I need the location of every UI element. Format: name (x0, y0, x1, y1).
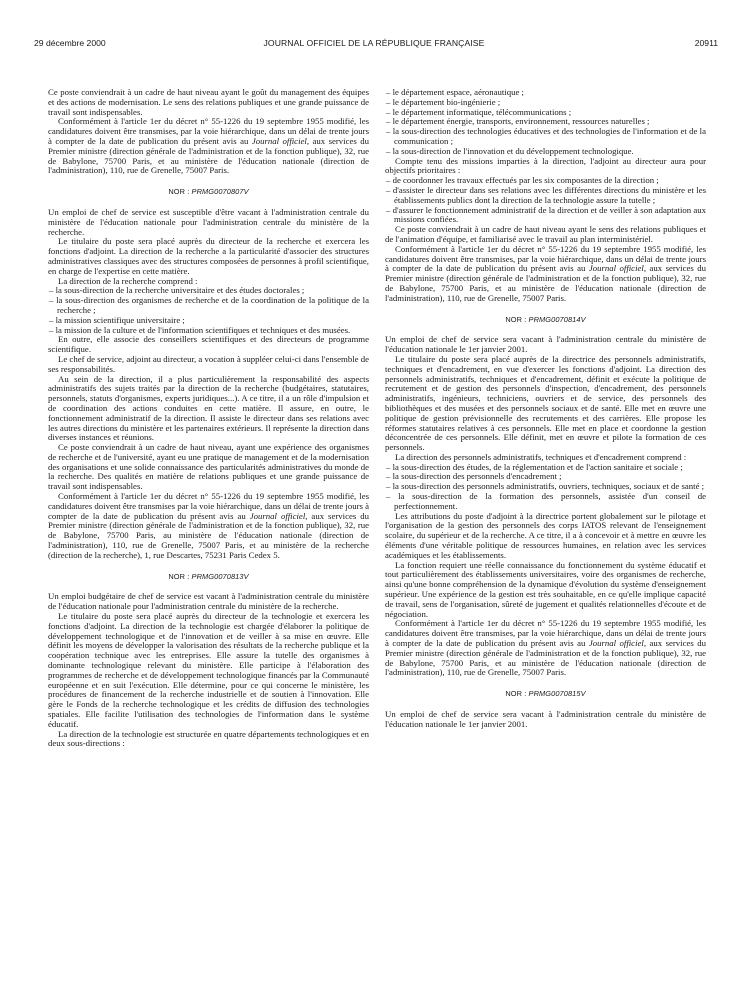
list-item: – la sous-direction des organismes de recherche et de la coordination de la politique de la recherche ; (48, 296, 369, 316)
paragraph: Un emploi de chef de service est susceptible d'être vacant à l'administration centrale du ministère de l'éducation nationale pour l'administration centrale du ministère de la recherche. (48, 206, 369, 237)
nor-reference (48, 572, 369, 582)
paragraph-text: , aux services du Premier ministre (direction générale de l'administration et de la fonction publique), 32, rue de Babylone, 75700 Paris, et au ministère de l'éducation nationale (direction de l'administration), 110, rue de Grenelle, 75007 Paris. (385, 638, 706, 678)
page-header (0, 0, 748, 46)
paragraph: La direction de la recherche comprend : (58, 275, 198, 286)
paragraph (48, 492, 369, 561)
paragraph (48, 117, 369, 176)
list-item: – d'assurer le fonctionnement administratif de la direction et de veiller à son adaptation aux missions confiées. (385, 206, 706, 226)
list-item: – d'assister le directeur dans ses relations avec les différentes directions du ministère et les établissements publics dont la direction de la technologie assure la tutelle ; (385, 186, 706, 206)
paragraph-text: Conformément à l'article 1er du décret n° 55-1226 du 19 septembre 1955 modifié, les candidatures doivent être transmises par la voie hiérarchique, dans un délai de trente jours à compter de la date de publication du présent avis au (48, 491, 369, 521)
paragraph: Le titulaire du poste sera placé auprès de la directrice des personnels administratifs, techniques et d'encadrement, en vue d'exercer les fonctions d'adjoint. La direction des personnels administratifs, techniques et d'encadrement, définit et exécute la politique de recrutement et de gestion des personnels d'inspection, d'encadrement, des personnels administratifs, ingénieurs, techniciens, ouvriers et de service, des personnels des bibliothèques et des musées et des personnels sociaux et de santé. Elle met en œuvre une politique de gestion prévisionnelle des recrutements et des carrières. Elle propose les réformes statutaires relatives à ces personnels. Elle met en place et coordonne la gestion déconcentrée de ces personnels. Elle définit, met en œuvre et pilote la formation de ces personnels. (385, 353, 706, 453)
list-item: – le département espace, aéronautique ; (385, 88, 706, 98)
paragraph-text: Conformément à l'article 1er du décret n° 55-1226 du 19 septembre 1955 modifié, les candidatures doivent être transmises, par la voie hiérarchique, dans un délai de trente jours à compter de la date de publication du présent avis au (385, 618, 706, 649)
paragraph (385, 619, 706, 678)
paragraph (385, 245, 706, 304)
header-date: 29 décembre 2000 (34, 38, 106, 48)
list-item: – la sous-direction des personnels administratifs, ouvriers, techniques, sociaux et de santé ; (385, 482, 706, 492)
list-item: – le département énergie, transports, environnement, ressources naturelles ; (385, 117, 706, 127)
left-column (48, 88, 369, 749)
nor-label: NOR : (505, 689, 529, 699)
paragraph: Les attributions du poste d'adjoint à la directrice portent globalement sur le pilotage et l'organisation de la gestion des personnels des corps IATOS relevant de l'enseignement scolaire, du supérieur et de la recherche. A ce titre, il a à concevoir et à mettre en œuvre les éléments d'une véritable politique de ressources humaines, en relation avec les services académiques et les établissements. (385, 510, 706, 560)
nor-label: NOR : (168, 187, 192, 197)
nor-code: PRMG0070814V (528, 314, 586, 324)
paragraph-text: , aux services du Premier ministre (direction générale de l'administration et de la fonction publique), 32, rue de Babylone, 75700 Paris, et au ministère de l'éducation nationale (direction de l'administration), 110, rue de Grenelle, 75007 Paris. (48, 135, 369, 176)
nor-reference (385, 315, 706, 325)
paragraph: La direction de la technologie est structurée en quatre départements technologiques et en deux sous-directions : (48, 728, 369, 749)
journal-officiel-ref: Journal officiel (251, 135, 307, 146)
paragraph: Ce poste conviendrait à un cadre de haut niveau ayant le sens des relations publiques et de l'animation d'équipe, et familiarisé avec le travail au plan interministériel. (385, 224, 706, 244)
paragraph-text: , aux services du Premier ministre (direction générale de l'administration et de la fonction publique), 32, rue de Babylone, 75700 Paris, et au ministère de l'éducation nationale (direction de l'administration), 110, rue de Grenelle, 75007 Paris. (385, 263, 706, 303)
list-item: – la sous-direction de l'innovation et du développement technologique. (385, 147, 706, 157)
paragraph-text: , aux services du Premier ministre (direction générale de l'administration et de la fonction publique), 32, rue de Babylone, 75700 Paris, au ministère de l'éducation nationale (direction de l'administration), 110, rue de Grenelle, 75007 Paris, et au ministère de la recherche (direction de la recherche), 1, rue Descartes, 75231 Paris Cedex 5. (48, 510, 369, 560)
paragraph: Le chef de service, adjoint au directeur, a vocation à suppléer celui-ci dans l'ensemble de ses responsabilités. (48, 353, 369, 374)
nor-code: PRMG0070807V (191, 187, 249, 197)
header-journal-title: JOURNAL OFFICIEL DE LA RÉPUBLIQUE FRANÇAISE (263, 38, 485, 48)
nor-reference (385, 689, 706, 699)
list-item: – la sous-direction de la formation des personnels, assistée d'un conseil de perfectionnement. (385, 492, 706, 512)
list-item: – la sous-direction des technologies éducatives et des technologies de l'information et de la communication ; (385, 127, 706, 147)
bullet-list (385, 176, 706, 225)
list-item: – le département bio-ingénierie ; (385, 98, 706, 108)
paragraph-text: Conformément à l'article 1er du décret n° 55-1226 du 19 septembre 1955 modifié, les candidatures doivent être transmises, par la voie hiérarchique, dans un délai de trente jours à compter de la date de publication du présent avis au (48, 116, 369, 146)
paragraph: En outre, elle associe des conseillers scientifiques et des directeurs de programme scientifique. (48, 334, 369, 355)
paragraph-text: Conformément à l'article 1er du décret n° 55-1226 du 19 septembre 1955 modifié, les candidatures doivent être transmises, par la voie hiérarchique, dans un délai de trente jours à compter de la date de publication du présent avis au (385, 243, 706, 274)
paragraph: Un emploi de chef de service sera vacant à l'administration centrale du ministère de l'éducation nationale le 1er janvier 2001. (385, 334, 706, 355)
list-item: – la sous-direction de la recherche universitaire et des études doctorales ; (48, 286, 369, 296)
right-column (385, 88, 706, 730)
paragraph: La direction des personnels administratifs, techniques et d'encadrement comprend : (395, 451, 687, 462)
nor-reference (48, 187, 369, 197)
journal-officiel-ref: Journal officiel (249, 510, 306, 521)
list-item: – la mission scientifique universitaire ; (48, 316, 369, 326)
header-page-number: 20911 (694, 38, 718, 48)
paragraph: Le titulaire du poste sera placé auprès du directeur de la technologie et exercera les fonctions d'adjoint. La direction de la technologie est chargée d'élaborer la politique de développement technologique et de l'innovation et de veiller à sa mise en œuvre. Elle définit les moyens de développer la valorisation des résultats de la recherche publique et la coopération technique avec les entreprises. Elle assure la tutelle des organismes à dominante technologique relevant du ministère. Elle participe à l'élaboration des programmes de recherche et de développement technologique financés par la Communauté européenne et en suit l'exécution. Elle détermine, pour ce qui concerne le ministère, les procédures de financement de la recherche industrielle et de soutien à l'innovation. Elle gère le Fonds de la recherche technologique et les crédits de diffusion des technologies spatiales. Elle facilite l'utilisation des technologies de l'information dans le système éducatif. (48, 611, 369, 729)
list-item: – le département informatique, télécommunications ; (385, 108, 706, 118)
nor-label: NOR : (505, 314, 529, 324)
paragraph: Compte tenu des missions imparties à la direction, l'adjoint au directeur aura pour objectifs prioritaires : (385, 155, 706, 176)
paragraph: La fonction requiert une réelle connaissance du fonctionnement du système éducatif et tout particulièrement des établissements universitaires, voire des organismes de recherche, ainsi qu'une bonne compréhension de la dynamique d'évolution du système d'enseignement supérieur. Une expérience de la gestion est très souhaitable, en ce qu'elle implique capacité de travail, sens de l'organisation, sûreté de jugement et qualités relationnelles d'écoute et de négociation. (385, 559, 706, 619)
list-item: – la mission de la culture et de l'information scientifiques et techniques et des musées. (48, 326, 369, 336)
paragraph: Un emploi budgétaire de chef de service est vacant à l'administration centrale du ministère de l'éducation nationale pour l'administration centrale du ministère de la recherche. (48, 591, 369, 612)
paragraph: Le titulaire du poste sera placé auprès du directeur de la recherche et exercera les fonctions d'adjoint. La direction de la recherche a la particularité d'associer des structures administratives classiques avec des structures composées de personnes à profil scientifique, en charge de l'expertise en cette matière. (48, 236, 369, 276)
journal-officiel-ref: Journal officiel (588, 263, 644, 274)
bullet-list (385, 463, 706, 512)
paragraph: Un emploi de chef de service sera vacant à l'administration centrale du ministère de l'éducation nationale le 1er janvier 2001. (385, 709, 706, 729)
list-item: – de coordonner les travaux effectués par les six composantes de la direction ; (385, 176, 706, 186)
paragraph: Ce poste conviendrait à un cadre de haut niveau, ayant une expérience des organismes de recherche et de l'université, ayant eu une pratique de management et de la modernisation des organisations et une solide connaissance des particularités administratives du monde de la recherche. Des qualités en matière de relations publiques et une grande puissance de travail sont indispensables. (48, 442, 369, 492)
list-item: – la sous-direction des personnels d'encadrement ; (385, 472, 706, 482)
journal-officiel-ref: Journal officiel (588, 638, 644, 649)
nor-code: PRMG0070813V (191, 571, 249, 581)
nor-code: PRMG0070815V (528, 689, 586, 699)
paragraph: Au sein de la direction, il a plus particulièrement la responsabilité des aspects administratifs des sujets traités par la direction de la recherche (budgétaires, statutaires, personnels, statuts d'organismes, experts juridiques...). A ce titre, il a un rôle d'impulsion et de coordination des actions conduites en cette matière. Il assure, en outre, le fonctionnement administratif de la direction. Il assiste le directeur dans ses relations avec les autres directions du ministère et les partenaires extérieurs. Il représente la direction dans diverses instances et réunions. (48, 373, 369, 443)
paragraph: Ce poste conviendrait à un cadre de haut niveau ayant le goût du management des équipes et des actions de modernisation. Le sens des relations publiques et une grande puissance de travail sont indispensables. (48, 87, 369, 117)
nor-label: NOR : (168, 571, 192, 581)
bullet-list (48, 286, 369, 335)
list-item: – la sous-direction des études, de la réglementation et de l'action sanitaire et sociale ; (385, 463, 706, 473)
bullet-list (385, 88, 706, 157)
